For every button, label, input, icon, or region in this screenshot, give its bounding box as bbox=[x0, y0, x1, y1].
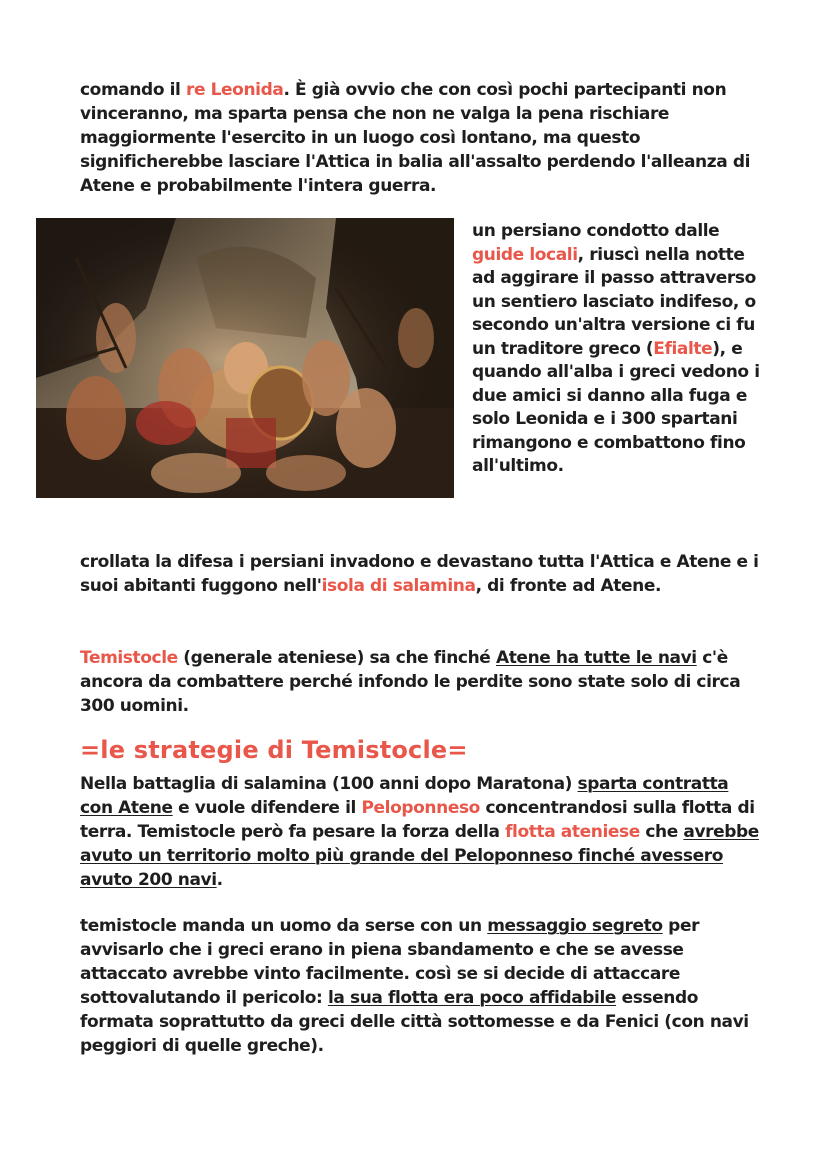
text: crollata la difesa i persiani invadono e devastano tutta l'Attica e Atene e i suoi abitanti fuggono nell' bbox=[80, 552, 759, 596]
text: ), e quando all'alba i greci vedono i due amici si danno alla fuga e solo Leonida e i 300 spartani rimangono e combattono fino all'ultimo. bbox=[472, 338, 760, 476]
text: . È già ovvio che con così pochi partecipanti non vinceranno, ma sparta pensa che non ne valga la pena rischiare maggiormente l'esercito in un luogo così lontano, ma questo significherebbe lasciare l'Attica in balia all'assalto perdendo l'alleanza di Atene e probabilmente l'intera guerra. bbox=[80, 80, 751, 196]
section-heading: =le strategie di Temistocle= bbox=[80, 736, 468, 764]
paragraph-messaggio-segreto bbox=[80, 914, 760, 1058]
text: per avvisarlo che i greci erano in piena sbandamento e che se avesse attaccato avrebbe vinto facilmente. così se si decide di attaccare sottovalutando il pericolo: bbox=[80, 916, 700, 1008]
paragraph-leonida bbox=[80, 78, 760, 198]
text: (generale ateniese) sa che finché bbox=[177, 648, 496, 668]
paragraph-side-efialte bbox=[472, 220, 762, 479]
paragraph-battaglia-salamina bbox=[80, 772, 760, 892]
highlight-temistocle: Temistocle bbox=[80, 648, 178, 668]
text: un persiano condotto dalle bbox=[472, 221, 720, 241]
text: comando il bbox=[80, 80, 186, 100]
text: , di fronte ad Atene. bbox=[475, 576, 662, 596]
text: Nella battaglia di salamina (100 anni dopo Maratona) bbox=[80, 774, 578, 794]
text: e vuole difendere il bbox=[172, 798, 362, 818]
highlight-efialte: Efialte bbox=[653, 338, 713, 359]
highlight-guide-locali: guide locali bbox=[472, 244, 578, 265]
text: essendo formata soprattutto da greci delle città sottomesse e da Fenici (con navi peggiori di quelle greche). bbox=[80, 988, 749, 1056]
underline-atene-navi: Atene ha tutte le navi bbox=[495, 648, 697, 668]
painting-leonidas-icon bbox=[36, 218, 454, 498]
highlight-flotta-ateniese: flotta ateniese bbox=[505, 822, 640, 842]
text: , riuscì nella notte ad aggirare il passo attraverso un sentiero lasciato indifeso, o secondo un'altra versione ci fu un traditore greco ( bbox=[472, 244, 756, 359]
text: che bbox=[639, 822, 684, 842]
text: temistocle manda un uomo da serse con un bbox=[80, 916, 488, 936]
underline-sparta-contratta: sparta contratta con Atene bbox=[80, 774, 729, 818]
underline-messaggio-segreto: messaggio segreto bbox=[487, 916, 663, 936]
underline-territorio: avrebbe avuto un territorio molto più grande del Peloponneso finché avessero avuto 200 navi bbox=[80, 822, 759, 890]
painting-image bbox=[36, 218, 454, 498]
highlight-peloponneso: Peloponneso bbox=[361, 798, 480, 818]
text: concentrandosi sulla flotta di terra. Temistocle però fa pesare la forza della bbox=[80, 798, 755, 842]
text: c'è ancora da combattere perché infondo le perdite sono state solo di circa 300 uomini. bbox=[80, 648, 741, 716]
highlight-re-leonida: re Leonida bbox=[185, 80, 284, 100]
text: . bbox=[216, 870, 223, 890]
paragraph-salamina bbox=[80, 550, 760, 598]
underline-flotta-poco-affidabile: la sua flotta era poco affidabile bbox=[327, 988, 617, 1008]
paragraph-temistocle bbox=[80, 646, 760, 718]
highlight-isola-di-salamina: isola di salamina bbox=[321, 576, 476, 596]
